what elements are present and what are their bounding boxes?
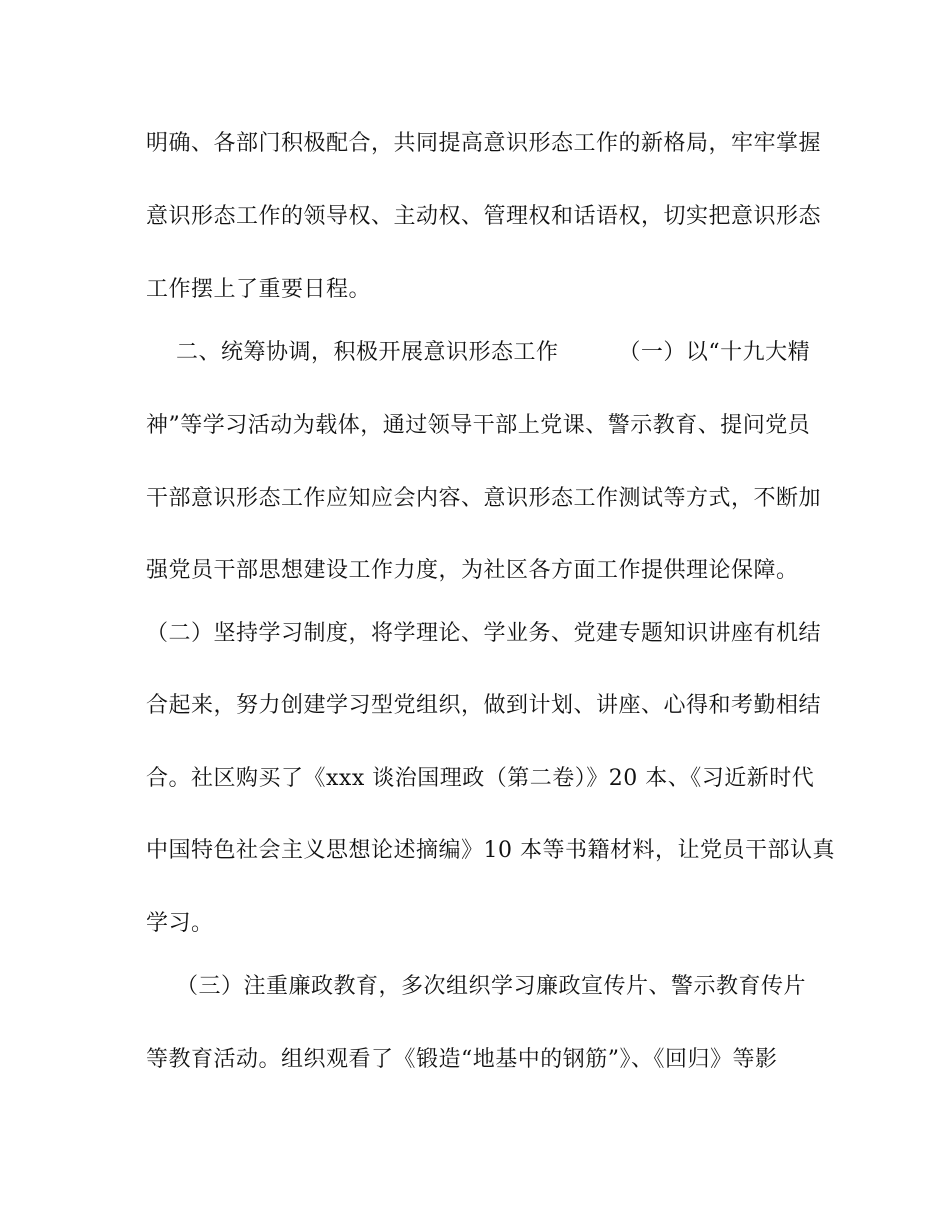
paragraph-line: （三）注重廉政教育，多次组织学习廉政宣传片、警示教育传片 <box>146 974 806 999</box>
section-heading-line: 二、统筹协调，积极开展意识形态工作 （一）以“十九大精 <box>146 340 811 365</box>
paragraph-line: 学习。 <box>146 911 214 936</box>
paragraph-line: 合。社区购买了《xxx 谈治国理政（第二卷）》20 本、《习近新时代 <box>146 766 815 791</box>
paragraph-line: 等教育活动。组织观看了《锻造“地基中的钢筋”》、《回归》等影 <box>146 1047 778 1072</box>
paragraph-line: 干部意识形态工作应知应会内容、意识形态工作测试等方式，不断加 <box>146 486 822 511</box>
paragraph-line: 中国特色社会主义思想论述摘编》10 本等书籍材料，让党员干部认真 <box>146 838 835 863</box>
paragraph-line: （二）坚持学习制度，将学理论、学业务、党建专题知识讲座有机结 <box>146 621 822 646</box>
paragraph-line: 神”等学习活动为载体，通过领导干部上党课、警示教育、提问党员 <box>146 413 811 438</box>
paragraph-line: 合起来，努力创建学习型党组织，做到计划、讲座、心得和考勤相结 <box>146 693 822 718</box>
paragraph-line: 明确、各部门积极配合，共同提高意识形态工作的新格局，牢牢掌握 <box>146 131 822 156</box>
paragraph-line: 强党员干部思想建设工作力度，为社区各方面工作提供理论保障。 <box>146 558 799 583</box>
paragraph-line: 意识形态工作的领导权、主动权、管理权和话语权，切实把意识形态 <box>146 204 822 229</box>
paragraph-line: 工作摆上了重要日程。 <box>146 277 372 302</box>
